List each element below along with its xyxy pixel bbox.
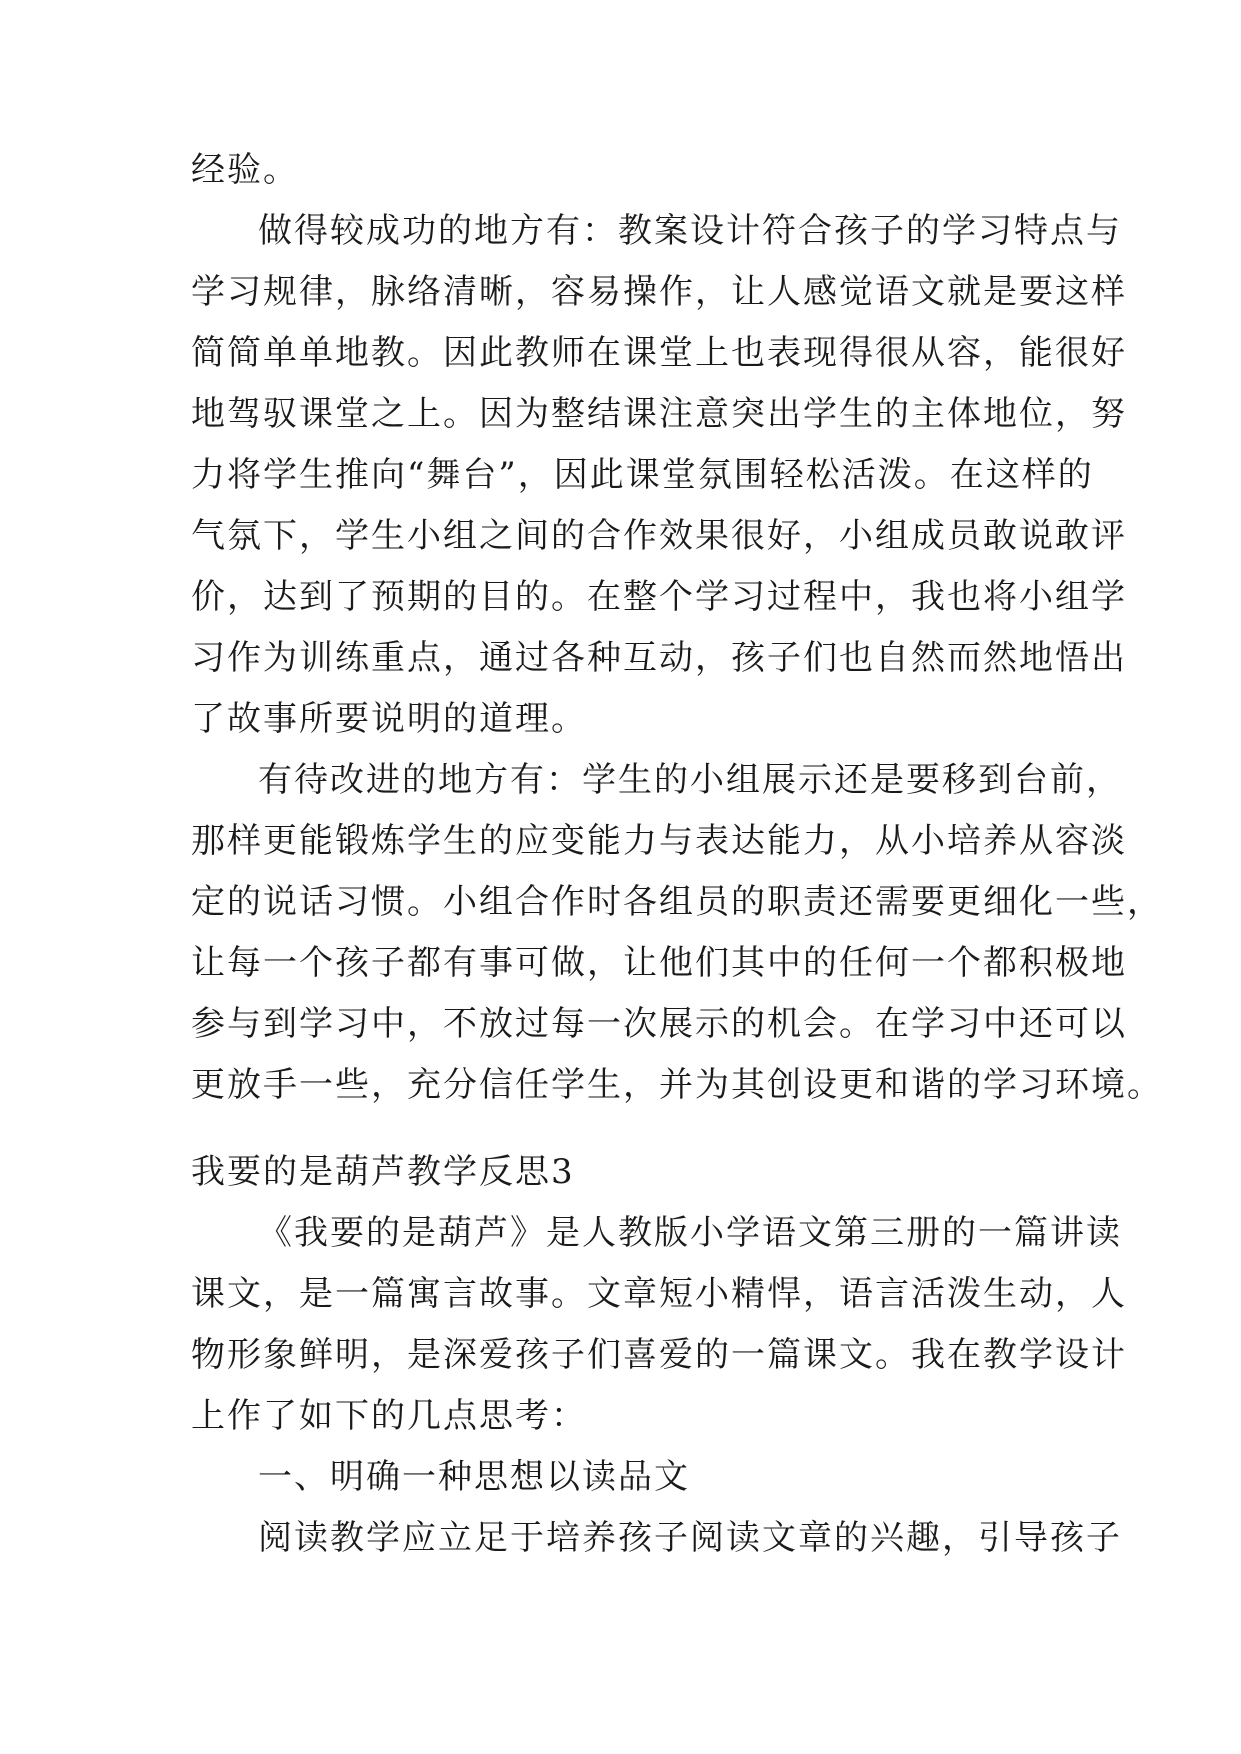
paragraph-line: 地驾驭课堂之上。因为整结课注意突出学生的主体地位，努 [191, 394, 1127, 434]
paragraph-line: 阅读教学应立足于培养孩子阅读文章的兴趣，引导孩子 [258, 1518, 1122, 1558]
paragraph-line: 让每一个孩子都有事可做，让他们其中的任何一个都积极地 [191, 943, 1127, 983]
paragraph-line: 气氛下，学生小组之间的合作效果很好，小组成员敢说敢评 [191, 516, 1127, 556]
paragraph-line: 参与到学习中，不放过每一次展示的机会。在学习中还可以 [191, 1004, 1127, 1044]
paragraph-line: 有待改进的地方有：学生的小组展示还是要移到台前， [258, 760, 1122, 800]
paragraph-line: 了故事所要说明的道理。 [191, 699, 587, 739]
paragraph-line: 经验。 [191, 150, 299, 190]
paragraph-line: 做得较成功的地方有：教案设计符合孩子的学习特点与 [258, 211, 1122, 251]
paragraph-line: 上作了如下的几点思考： [191, 1396, 587, 1436]
paragraph-line: 定的说话习惯。小组合作时各组员的职责还需要更细化一些， [191, 882, 1163, 922]
paragraph-line: 《我要的是葫芦》是人教版小学语文第三册的一篇讲读 [258, 1213, 1122, 1253]
section-heading: 我要的是葫芦教学反思3 [191, 1152, 575, 1192]
paragraph-line: 课文，是一篇寓言故事。文章短小精悍，语言活泼生动，人 [191, 1274, 1127, 1314]
paragraph-line: 那样更能锻炼学生的应变能力与表达能力，从小培养从容淡 [191, 821, 1127, 861]
subheading-line: 一、明确一种思想以读品文 [258, 1457, 690, 1497]
paragraph-line: 简简单单地教。因此教师在课堂上也表现得很从容，能很好 [191, 333, 1127, 373]
paragraph-line: 价，达到了预期的目的。在整个学习过程中，我也将小组学 [191, 577, 1127, 617]
paragraph-line: 更放手一些，充分信任学生，并为其创设更和谐的学习环境。 [191, 1065, 1163, 1105]
paragraph-line: 习作为训练重点，通过各种互动，孩子们也自然而然地悟出 [191, 638, 1127, 678]
paragraph-line: 力将学生推向“舞台”，因此课堂氛围轻松活泼。在这样的 [191, 455, 1094, 495]
paragraph-line: 物形象鲜明，是深爱孩子们喜爱的一篇课文。我在教学设计 [191, 1335, 1127, 1375]
paragraph-line: 学习规律，脉络清晰，容易操作，让人感觉语文就是要这样 [191, 272, 1127, 312]
